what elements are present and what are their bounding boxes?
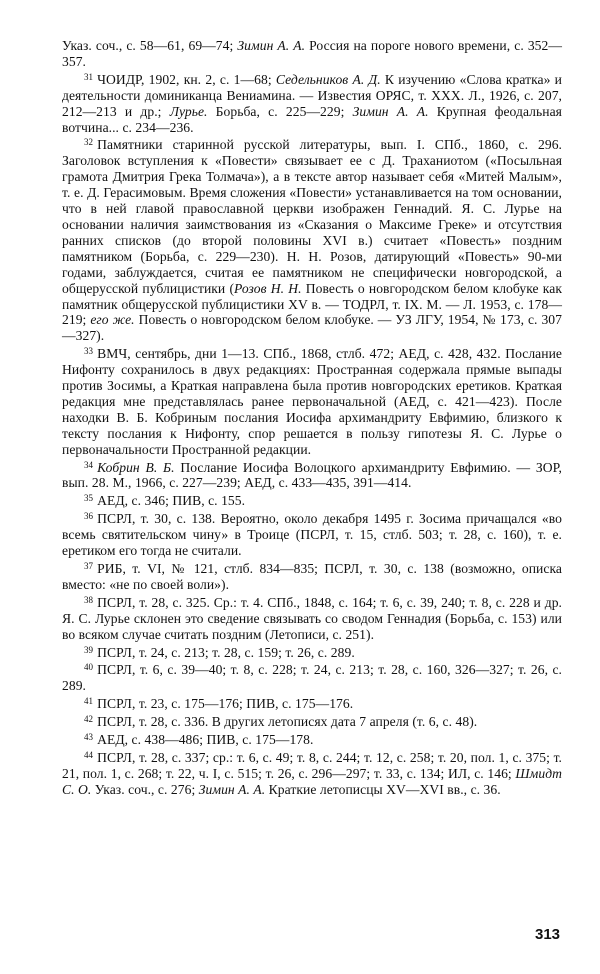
footnote-author: Шмидт С. О. — [62, 765, 562, 797]
footnote-text: Памятники старинной русской литературы, вып. I. СПб., 1860, с. 296. Заголовок вступления к «Повести» связывает ее с Д. Траханиотом («Посыльная грамота Дмитрия Грека Толмача»), а в тексте автор называет себя «Митей Малым», т. е. Д. Герасимовым. Время сложения «Повести» устанавливается на том основании, что в ней главой православной церкви изображен Геннадий. Я. С. Лурье на основании наличия заимствования из «Сказания о Максиме Греке» и отсутствия ранних списков (до второй половины XVI в.) считает «Повесть» поздним памятником (Борьба, с. 229—230). Н. Н. Розов, датирующий «Повесть» 90-ми годами, заблуждается, считая ее памятником не специфически новгородской, а общерусской публицистики ( — [62, 137, 562, 296]
footnote — [62, 491, 562, 509]
footnote-text: Россия на пороге нового времени, с. 352—357. — [62, 38, 563, 69]
footnote-number: 39 — [84, 644, 94, 655]
footnote-number: 36 — [84, 511, 94, 522]
footnote-text: АЕД, с. 346; ПИВ, с. 155. — [97, 493, 246, 509]
footnote-author: Кобрин В. Б. — [97, 459, 175, 475]
footnote-text: АЕД, с. 438—486; ПИВ, с. 175—178. — [97, 732, 314, 748]
footnote-text: Указ. соч., с. 276; — [91, 781, 199, 797]
footnote — [62, 694, 562, 712]
footnote — [62, 344, 562, 457]
footnote-number: 37 — [84, 561, 94, 571]
footnote-author: Седельников А. Д. — [275, 71, 381, 87]
footnote-author: Розов Н. Н. — [234, 280, 302, 296]
footnote-text: Крупная феодальная вотчина... с. 234—236. — [62, 103, 562, 135]
footnote-text: ПСРЛ, т. 28, с. 336. В других летописях дата 7 апреля (т. 6, с. 48). — [97, 714, 478, 730]
footnote-text: Повесть о новгородском белом клобуке. — УЗ ЛГУ, 1954, № 173, с. 307—327). — [62, 312, 562, 344]
footnote — [62, 38, 562, 70]
footnotes-list — [62, 38, 562, 798]
footnote-text: ПСРЛ, т. 28, с. 337; ср.: т. 6, с. 49; т. 8, с. 244; т. 12, с. 258; т. 20, пол. 1, с. 375; т. 21, пол. 1, с. 268; т. 22, ч. I, с. 515; т. 26, с. 296—297; т. 33, с. 134; ИЛ, с. 146; — [62, 749, 562, 781]
footnote-text: ПСРЛ, т. 6, с. 39—40; т. 8, с. 228; т. 24, с. 213; т. 28, с. 160, 326—327; т. 26, с. 289. — [62, 662, 562, 694]
footnote-text: ЧОИДР, 1902, кн. 2, с. 1—68; — [97, 71, 276, 87]
footnote-number: 34 — [84, 459, 94, 470]
footnote-text: К изучению «Слова кратка» и деятельности доминиканца Вениамина. — Известия ОРЯС, т. XXX. Л., 1926, с. 207, 212—213 и др.; — [62, 71, 563, 119]
footnote-number: 42 — [84, 714, 94, 725]
footnote — [62, 458, 562, 492]
footnote — [62, 509, 562, 559]
footnote-author: Зимин А. А. — [198, 781, 266, 797]
footnote — [62, 712, 562, 730]
footnote-text: ВМЧ, сентябрь, дни 1—13. СПб., 1868, стлб. 472; АЕД, с. 428, 432. Послание Нифонту сохранилось в двух редакциях: Пространная содержала прямые выпады против Зосимы, а Краткая направлена была против новгородских еретиков. Краткая редакция мне представлялась ранее первоначальной (АЕД, с. 421—423). После находки В. Б. Кобриным послания Иосифа архимандриту Евфимию, близкого к тексту послания к Нифонту, спор решается в пользу гипотезы Я. С. Лурье о первоначальности Пространной редакции. — [62, 346, 562, 457]
footnote-number: 35 — [84, 493, 94, 504]
footnote-text: РИБ, т. VI, № 121, стлб. 834—835; ПСРЛ, т. 30, с. 138 (возможно, описка вместо: «не по своей воли»). — [62, 561, 562, 592]
footnote-number: 41 — [84, 696, 94, 707]
footnote — [62, 643, 562, 661]
footnote-author: Зимин А. А. — [237, 38, 306, 53]
footnote-number: 38 — [84, 594, 94, 605]
footnote-number: 32 — [84, 137, 94, 148]
footnote-author: его же. — [90, 312, 135, 328]
footnote-text: Борьба, с. 225—229; — [207, 103, 353, 119]
footnote-number: 43 — [84, 732, 94, 743]
footnote-number: 31 — [84, 71, 94, 82]
footnote-text: ПСРЛ, т. 23, с. 175—176; ПИВ, с. 175—176. — [97, 696, 354, 712]
footnote-author: Зимин А. А. — [352, 103, 429, 119]
footnote-text: Указ. соч., с. 58—61, 69—74; — [62, 38, 238, 53]
footnote-text: Послание Иосифа Волоцкого архимандриту Евфимию. — ЗОР, вып. 28. М., 1966, с. 227—239; АЕД, с. 433—435, 391—414. — [62, 459, 562, 491]
footnote-text: ПСРЛ, т. 30, с. 138. Вероятно, около декабря 1495 г. Зосима причащался «во всемь святительском чину» в Троице (ПСРЛ, т. 15, стлб. 503; т. 28, с. 160), т. е. еретиком его тогда не считали. — [62, 511, 562, 559]
footnote-number: 40 — [84, 662, 94, 673]
footnote — [62, 730, 562, 748]
footnote-number: 44 — [84, 749, 94, 760]
footnote — [62, 748, 562, 798]
footnote — [62, 593, 562, 643]
footnote-number: 33 — [84, 346, 94, 357]
footnote-text: Краткие летописцы XV—XVI вв., с. 36. — [265, 781, 501, 797]
page-number: 313 — [535, 926, 561, 943]
footnote — [62, 559, 562, 593]
footnote — [62, 660, 562, 694]
footnote — [62, 70, 562, 136]
footnote — [62, 135, 562, 344]
footnote-text: ПСРЛ, т. 24, с. 213; т. 28, с. 159; т. 26, с. 289. — [97, 644, 355, 660]
footnote-text: Повесть о новгородском белом клобуке как памятник общерусской публицистики XV в. — ТОДРЛ, т. IX. М. — Л. 1953, с. 178—219; — [62, 280, 562, 328]
footnote-text: ПСРЛ, т. 28, с. 325. Ср.: т. 4. СПб., 1848, с. 164; т. 6, с. 39, 240; т. 8, с. 228 и др. Я. С. Лурье склонен это сведение связывать со сводом Геннадия (Борьба, с. 153) или во всяком случае считать поздним (Летописи, с. 251). — [62, 594, 562, 642]
footnote-author: Лурье. — [169, 103, 208, 119]
